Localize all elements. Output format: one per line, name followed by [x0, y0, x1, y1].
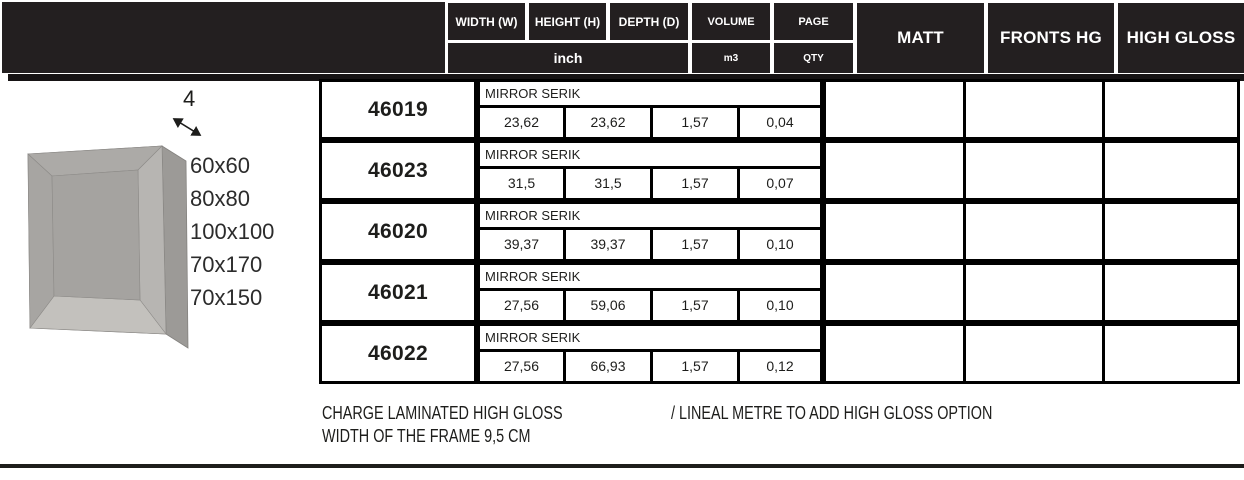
column-header-width: WIDTH (W): [448, 3, 525, 40]
column-header-depth: DEPTH (D): [610, 3, 688, 40]
width-value: 27,56: [480, 291, 563, 320]
width-value: 23,62: [480, 108, 563, 137]
fronts-hg-price-cell: [966, 204, 1102, 259]
product-code: 46023: [322, 143, 474, 198]
unit-header-m3: m3: [692, 43, 770, 73]
column-header-high-gloss: HIGH GLOSS: [1118, 3, 1244, 73]
product-name: MIRROR SERIK: [480, 82, 820, 105]
high-gloss-price-cell: [1105, 265, 1237, 320]
height-value: 23,62: [566, 108, 650, 137]
fronts-hg-price-cell: [966, 82, 1102, 137]
column-header-height: HEIGHT (H): [529, 3, 606, 40]
available-sizes-list: [190, 149, 274, 314]
size-item: 100x100: [190, 219, 275, 244]
width-value: 27,56: [480, 352, 563, 381]
product-name: MIRROR SERIK: [480, 326, 820, 349]
column-header-volume: VOLUME: [692, 3, 770, 40]
column-header-fronts-hg: FRONTS HG: [988, 3, 1114, 73]
size-item: 60x60: [190, 153, 250, 178]
note-lineal-metre: / LINEAL METRE TO ADD HIGH GLOSS OPTION: [671, 403, 993, 423]
depth-dimension-arrow-icon: [170, 113, 206, 139]
height-value: 39,37: [566, 230, 650, 259]
depth-value: 1,57: [653, 352, 737, 381]
unit-header-inch: inch: [448, 43, 688, 73]
product-code: 46020: [322, 204, 474, 259]
height-value: 31,5: [566, 169, 650, 198]
size-item: 70x150: [190, 285, 263, 310]
mirror-frame-image: [18, 138, 208, 358]
depth-value: 1,57: [653, 169, 737, 198]
matt-price-cell: [826, 204, 963, 259]
fronts-hg-price-cell: [966, 143, 1102, 198]
volume-value: 0,10: [740, 291, 820, 320]
high-gloss-price-cell: [1105, 143, 1237, 198]
height-value: 59,06: [566, 291, 650, 320]
product-name: MIRROR SERIK: [480, 143, 820, 166]
high-gloss-price-cell: [1105, 82, 1237, 137]
column-header-page: PAGE: [774, 3, 853, 40]
matt-price-cell: [826, 326, 963, 381]
product-name: MIRROR SERIK: [480, 204, 820, 227]
column-header-matt: MATT: [857, 3, 984, 73]
unit-header-qty: QTY: [774, 43, 853, 73]
fronts-hg-price-cell: [966, 326, 1102, 381]
spec-table: [319, 79, 1240, 384]
size-item: 70x170: [190, 252, 263, 277]
width-value: 39,37: [480, 230, 563, 259]
bottom-rule: [0, 464, 1244, 468]
product-name: MIRROR SERIK: [480, 265, 820, 288]
matt-price-cell: [826, 265, 963, 320]
high-gloss-price-cell: [1105, 204, 1237, 259]
depth-value: 1,57: [653, 291, 737, 320]
matt-price-cell: [826, 82, 963, 137]
volume-value: 0,12: [740, 352, 820, 381]
note-frame-width: WIDTH OF THE FRAME 9,5 CM: [322, 426, 531, 446]
frame-depth-label: 4: [183, 86, 196, 111]
width-value: 31,5: [480, 169, 563, 198]
product-code: 46022: [322, 326, 474, 381]
size-item: 80x80: [190, 186, 250, 211]
matt-price-cell: [826, 143, 963, 198]
volume-value: 0,04: [740, 108, 820, 137]
product-code: 46021: [322, 265, 474, 320]
note-charge-laminated: CHARGE LAMINATED HIGH GLOSS: [322, 403, 563, 423]
high-gloss-price-cell: [1105, 326, 1237, 381]
product-code: 46019: [322, 82, 474, 137]
volume-value: 0,10: [740, 230, 820, 259]
depth-value: 1,57: [653, 108, 737, 137]
fronts-hg-price-cell: [966, 265, 1102, 320]
height-value: 66,93: [566, 352, 650, 381]
volume-value: 0,07: [740, 169, 820, 198]
header-left-block: [2, 2, 445, 73]
depth-value: 1,57: [653, 230, 737, 259]
